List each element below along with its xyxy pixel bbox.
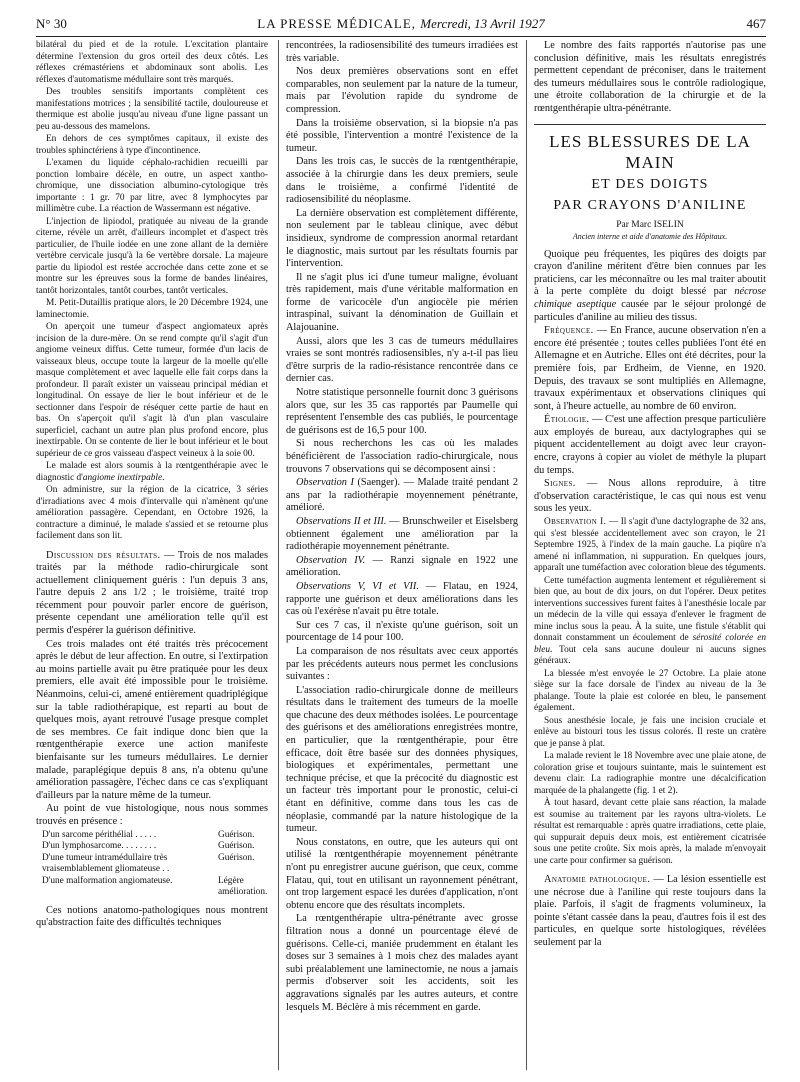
histology-result: Guérison. bbox=[218, 852, 255, 863]
paragraph: En dehors de ces symptômes capitaux, il existe des troubles sphinctériens à type d'incontinence. bbox=[36, 134, 268, 156]
page-header bbox=[36, 16, 766, 37]
paragraph-text: causée par le séjour prolongé de particules d'aniline au milieu des tissus. bbox=[534, 298, 766, 323]
paragraph bbox=[534, 249, 766, 325]
paragraph: Le nombre des faits rapportés n'autorise pas une conclusion définitive, mais les résultats enregistrés permettent cependant de préconiser, dans le traitement des tumeurs médullaires sous le contrôle radiologique, une étroite collaboration de la chirurgie et de la rœntgenthérapie ultra-pénétrante. bbox=[534, 40, 766, 114]
observation bbox=[286, 477, 518, 515]
paragraph-text: — Trois de nos malades traités par la méthode radio-chirurgicale sont actuellement cliniquement guéris : l'un depuis 3 ans, l'autre depuis 2 ans 1/2 ; le troisième, traité trop récemment pour pouvoir parler encore de guérison, présente cependant une amélioration telle qu'il est permis d'espérer la guérison définitive. bbox=[36, 549, 268, 637]
paragraph-text: — Ranzi signale en 1922 une amélioration. bbox=[286, 554, 518, 579]
paragraph: Au point de vue histologique, nous nous sommes trouvés en présence : bbox=[36, 803, 268, 827]
observation-label: Observation I bbox=[296, 477, 354, 489]
section-frequency bbox=[534, 325, 766, 413]
paragraph-text: Le malade est alors soumis à la rœntgenthérapie avec le diagnostic d' bbox=[36, 461, 268, 483]
paragraph-text: . Tout cela sans aucune douleur ni aucuns signes généraux. bbox=[534, 644, 766, 667]
term-italic: nécrose chimique aseptique bbox=[534, 286, 766, 310]
section-discussion bbox=[36, 550, 268, 638]
column-divider bbox=[278, 40, 279, 1070]
paragraph: La comparaison de nos résultats avec ceux apportés par les précédents auteurs nous permet les conclusions suivantes : bbox=[286, 645, 518, 683]
title-divider bbox=[534, 124, 766, 125]
paragraph-text: — Nous allons reproduire, à titre d'observation caractéristique, le cas qui nous est venu sous les yeux. bbox=[534, 478, 766, 515]
histology-row bbox=[36, 830, 268, 842]
paragraph: Ces trois malades ont été traités très précocement après le début de leur affection. En outre, si l'extirpation au moins partielle avait pu être pratiquée pour les deux premiers, elle avait été impossible pour le troisième. Néanmoins, celui-ci, amené entièrement quadriplégique sur la table radiothérapique, est reparti au bout de quelques mois, ayant retrouvé l'usage presque complet de ses membres. Ce fait indique donc bien que la rœntgenthérapie exerce une action manifeste bienfaisante sur les tumeurs médullaires. Le dernier malade, paraplégique depuis 8 ans, n'a obtenu qu'une amélioration passagère, l'échec dans ce cas s'expliquant d'ailleurs par la nature même de la tumeur. bbox=[36, 638, 268, 801]
article-title: LES BLESSURES DE LA MAIN bbox=[549, 131, 751, 172]
section-pathology bbox=[534, 874, 766, 950]
histology-result: Guérison. bbox=[218, 841, 255, 852]
column-left bbox=[36, 40, 268, 1070]
paragraph: Nos deux premières observations sont en effet comparables, non seulement par la nature de la tumeur, mais par l'évolution rapide du syndrome de compression. bbox=[286, 66, 518, 115]
histology-label: D'une tumeur intramédullaire très vraisemblablement gliomateuse . . bbox=[42, 852, 170, 875]
observation-label: Observation I. bbox=[544, 517, 607, 528]
paragraph: La rœntgenthérapie ultra-pénétrante avec grosse filtration nous a donné un pourcentage élevé de guérisons. Celle-ci, maniée prudemment en étalant les doses sur 3 semaines à 1 mois chez des malades ayant subi préalablement une laminectomie, ne nous a jamais permis d'observer soit les accidents, soit les aggravations signalés par les autres auteurs, et contre lesquels M. Béclère à mis récemment en garde. bbox=[286, 913, 518, 1013]
observation bbox=[286, 516, 518, 554]
paragraph: L'examen du liquide céphalo-rachidien recueilli par ponction lombaire décèle, en outre, un aspect xantho-chromique, une dissociation albumino-cytologique très importante : 1 gr. 70 par litre, avec 8 lymphocytes par millimètre cube. La réaction de Wassermann est négative. bbox=[36, 158, 268, 214]
paragraph: Aussi, alors que les 3 cas de tumeurs médullaires vraies se sont montrés radiosensibles, n'y a-t-il pas lieu d'être surpris de la radio-résistance rencontrée dans ce dernier cas. bbox=[286, 335, 518, 385]
histology-row bbox=[36, 841, 268, 853]
diagnosis-italic: angiome inextirpable bbox=[82, 472, 163, 483]
section-label: Anatomie pathologique. bbox=[544, 874, 651, 886]
paragraph: La blessée m'est envoyée le 27 Octobre. La plaie atone siège sur la face dorsale de l'index au niveau de la 3e phalange. Toute la plaie est colorée en bleu, le pansement également. bbox=[534, 668, 766, 714]
journal-masthead bbox=[236, 16, 566, 32]
paragraph: On administre, sur la région de la cicatrice, 3 séries d'irradiations avec 4 mois d'intervalle qui n'amènent qu'une amélioration passagère. Cependant, en Octobre 1926, la contracture a diminué, le malade s'assied et se retourne plus facilement dans son lit. bbox=[36, 485, 268, 541]
histology-result: Légère amélioration. bbox=[218, 875, 268, 898]
histology-label: D'une malformation angiomateuse. bbox=[42, 875, 173, 886]
paragraph: M. Petit-Dutaillis pratique alors, le 20 Décembre 1924, une laminectomie. bbox=[36, 298, 268, 320]
paragraph: Notre statistique personnelle fournit donc 3 guérisons alors que, sur les 35 cas rapportés par Paumelle qui représentent l'ensemble des cas publiés, le pourcentage de guérisons est de 16,5 pour 100. bbox=[286, 387, 518, 436]
section-label: Discussion des résultats. bbox=[46, 549, 161, 561]
paragraph-text: Cette tuméfaction augmenta lentement et régulièrement si bien que, au bout de dix jours, on dut l'opérer. Deux petites interventions successives furent faites à l'anesthésie locale par un médecin de la ville qui essaya d'enlever le fragment de mine inclus sous la peau. À la suite, une fistule s'établit qui donnait constamment un écoulement de bbox=[534, 575, 766, 644]
observation-label: Observation IV. bbox=[296, 554, 366, 566]
observation bbox=[534, 517, 766, 575]
section-label: Étiologie. bbox=[544, 414, 590, 426]
histology-label: D'un lymphosarcome. . . . . . . . bbox=[42, 841, 157, 852]
paragraph: bilatéral du pied et de la rotule. L'excitation plantaire détermine l'extension du gros orteil des deux côtés. Les réflexes crémastériens et abdominaux sont abolis. Les réflexes d'automatisme médullaire sont très marqués. bbox=[36, 40, 268, 85]
paragraph bbox=[534, 576, 766, 668]
paragraph: Des troubles sensitifs importants complètent ces manifestations motrices ; la sensibilité tactile, douloureuse et thermique est abolie jusqu'au niveau d'une ligne passant un peu au-dessous des mamelons. bbox=[36, 87, 268, 132]
histology-row bbox=[36, 876, 268, 899]
paragraph-text: — La lésion essentielle est une nécrose due à l'aniline qui reste toujours dans la plaie. Parfois, il s'agit de fragments volumineux, la pointe s'étant cassée dans la peau, d'autres fois il est des particules, en quelque sorte histologiques, révélées seulement par la bbox=[534, 874, 766, 948]
column-middle bbox=[286, 40, 518, 1070]
journal-title: LA PRESSE MÉDICALE, bbox=[257, 16, 417, 31]
article-author: Par Marc ISELIN bbox=[616, 219, 684, 230]
paragraph: Ces notions anatomo-pathologiques nous montrent qu'abstraction faite des difficultés techniques bbox=[36, 904, 268, 929]
term-italic: sérosité colorée en bleu bbox=[534, 633, 766, 655]
paragraph: Dans la troisième observation, si la biopsie n'a pas été possible, l'intervention a montré l'existence de la tumeur. bbox=[286, 117, 518, 154]
histology-result: Guérison. bbox=[218, 829, 255, 840]
page-number: 467 bbox=[746, 16, 766, 31]
observation-label: Observations V, VI et VII. bbox=[296, 580, 419, 592]
paragraph-text: — Flatau, en 1924, rapporte une guérison et deux améliorations dans les cas où l'exérèse n'avait pu être totale. bbox=[286, 580, 518, 618]
column-right bbox=[534, 40, 766, 1070]
paragraph-text: — Brunschweiler et Eiselsberg obtiennent également une amélioration par la radiothérapie moyennement pénétrante. bbox=[286, 515, 518, 553]
article-title-line3: PAR CRAYONS D'ANILINE bbox=[553, 197, 747, 213]
paragraph: La malade revient le 18 Novembre avec une plaie atone, de coloration grise et toujours suintante, mais le suintement est devenu clair. La radiographie montre une décalcification marquée de la phalangette (fig. 1 et 2). bbox=[534, 751, 766, 796]
section-label: Fréquence. bbox=[544, 325, 594, 337]
paragraph: À tout hasard, devant cette plaie sans réaction, la malade est soumise au traitement par les rayons ultra-violets. Le résultat est remarquable : après quatre irradiations, cette plaie, qui suppurait depuis deux mois, est entièrement cicatrisée sous une petite croûte. Six mois après, la malade m'envoyait une carte pour confirmer sa guérison. bbox=[534, 798, 766, 866]
histology-label: D'un sarcome périthélial . . . . . bbox=[42, 829, 157, 840]
paragraph: On aperçoit une tumeur d'aspect angiomateux après incision de la dure-mère. On se rend compte qu'il s'agit d'un angiome veineux diffus. Cette tumeur, formée d'un lacis de vaisseaux bleus, occupe toute la largeur de la moelle qu'elle masque complètement et avec laquelle elle fait corps dans la profondeur. Il paraît exister un vaisseau principal médian et longitudinal. On essaye de lier le bout inférieur et de le sectionner dans l'espoir de réséquer cette partie de haut en bas. On s'aperçoit qu'il s'agit là d'un plan vasculaire superficiel, cachant un autre plan plus profond encore, plus inextirpable. On se contente de lier le bout inférieur et le bout supérieur de ce gros vaisseau d'aspect veineux à la soie 00. bbox=[36, 322, 268, 459]
paragraph-text: Quoique peu fréquentes, les piqûres des doigts par crayon d'aniline méritent d'être bien connues par les praticiens, car les méconnaître ou les mal traiter aboutit à la perte complète du doigt blessé par bbox=[534, 248, 766, 298]
histology-row bbox=[36, 853, 268, 876]
observation bbox=[286, 555, 518, 580]
issue-date: Mercredi, 13 Avril 1927 bbox=[420, 16, 545, 31]
paragraph-text: — En France, aucune observation n'en a encore été présentée ; toutes celles publiées l'ont été en Allemagne et en Autriche. Elles ont été décrites, pour la première fois, par Erdheim, de Vienne, en 1920. Depuis, des travaux se sont multipliés en Allemagne, travaux expérimentaux et observations cliniques qui sont, à l'heure actuelle, au nombre de 60 environ. bbox=[534, 325, 766, 412]
paragraph: Il ne s'agit plus ici d'une tumeur maligne, évoluant très rapidement, mais d'une véritable malformation en forme de varicocèle d'un angiocèle pie mérien intraspinal, suivant la dénomination de Guillain et Alajouanine. bbox=[286, 271, 518, 334]
column-divider bbox=[526, 40, 527, 1070]
paragraph bbox=[36, 461, 268, 484]
paragraph: L'association radio-chirurgicale donne de meilleurs résultats dans le traitement des tumeurs de la moelle que chacune des deux méthodes isolées. Le pourcentage des guérisons et des améliorations enregistrées montre, en particulier, que la rœntgenthérapie, pour être efficace, doit être basée sur des données physiques, biologiques et expérimentales, permettant une technique précise, et que la précocité du diagnostic est un facteur très important pour le pronostic, celui-ci étant en définitive, comme dans tous les cas de néoplasie, commandé par la nature histologique de la tumeur. bbox=[286, 684, 518, 835]
article-title-line2: ET DES DOIGTS bbox=[591, 176, 709, 192]
histology-list bbox=[36, 830, 268, 899]
paragraph: Nous constatons, en outre, que les auteurs qui ont utilisé la rœntgenthérapie moyennement pénétrante n'ont pu enregistrer aucune guérison, que ceux, comme Flatau, qui, tout en utilisant un rayonnement pénétrant, ont trop largement espacé les durées d'application, n'ont obtenu encore que des résultats incomplets. bbox=[286, 836, 518, 911]
paragraph-text: . bbox=[162, 472, 165, 483]
issue-number: N° 30 bbox=[36, 16, 67, 31]
paragraph: Sous anesthésie locale, je fais une incision cruciale et enlève au bistouri tous les tissus colorés. Il reste un cratère que je panse à plat. bbox=[534, 715, 766, 749]
section-signs bbox=[534, 478, 766, 516]
paragraph: rencontrées, la radiosensibilité des tumeurs irradiées est très variable. bbox=[286, 40, 518, 64]
paragraph: Sur ces 7 cas, il n'existe qu'une guérison, soit un pourcentage de 14 pour 100. bbox=[286, 619, 518, 644]
paragraph: Dans les trois cas, le succès de la rœntgenthérapie, associée à la chirurgie dans les deux premiers, seule dans le troisième, a confirmé l'identité de radiosensibilité du néoplasme. bbox=[286, 156, 518, 206]
section-etiology bbox=[534, 414, 766, 477]
paragraph-text: — Il s'agit d'une dactylographe de 32 ans, qui s'est blessée accidentellement avec son crayon, le 21 Septembre 1925, à l'index de la main gauche. La piqûre n'a amené ni inflammation, ni suppuration. En quelques jours, apparaît une tuméfaction avec coloration bleue des téguments. bbox=[534, 517, 766, 574]
paragraph: Si nous recherchons les cas où les malades bénéficièrent de l'association radio-chirurgicale, nous trouvons 7 observations qui se décomposent ainsi : bbox=[286, 438, 518, 475]
paragraph-text: — C'est une affection presque particulière aux employés de bureau, aux dactylographes qui se piquent accidentellement au doigt avec leur crayon-encre, crayons à copier au violet de méthyle la plupart du temps. bbox=[534, 414, 766, 476]
author-affiliation: Ancien interne et aide d'anatomie des Hôpitaux. bbox=[572, 231, 728, 241]
paragraph: La dernière observation est complètement différente, non seulement par le tableau clinique, avec début insidieux, syndrome de compression anormal retardant le diagnostic, mais surtout par les résultats fournis par l'intervention. bbox=[286, 207, 518, 270]
observation bbox=[286, 581, 518, 619]
paragraph-text: (Saenger). — Malade traité pendant 2 ans par la radiothérapie moyennement pénétrante, amélioré. bbox=[286, 477, 518, 514]
paragraph: L'injection de lipiodol, pratiquée au niveau de la grande citerne, révèle un arrêt, d'ailleurs incomplet et d'aspect très particulier, de l'huile iodée en une zone allant de la dernière vertèbre cervicale jusqu'à la 6e vertèbre dorsale. La majeure partie du lipiodol est restée accrochée dans cette zone et se montre sur les épreuves sous la forme de bandes linéaires, tantôt horizontales, tantôt courbes, tantôt verticales. bbox=[36, 216, 268, 296]
section-label: Signes. bbox=[544, 478, 576, 490]
observation-label: Observations II et III. bbox=[296, 515, 387, 527]
